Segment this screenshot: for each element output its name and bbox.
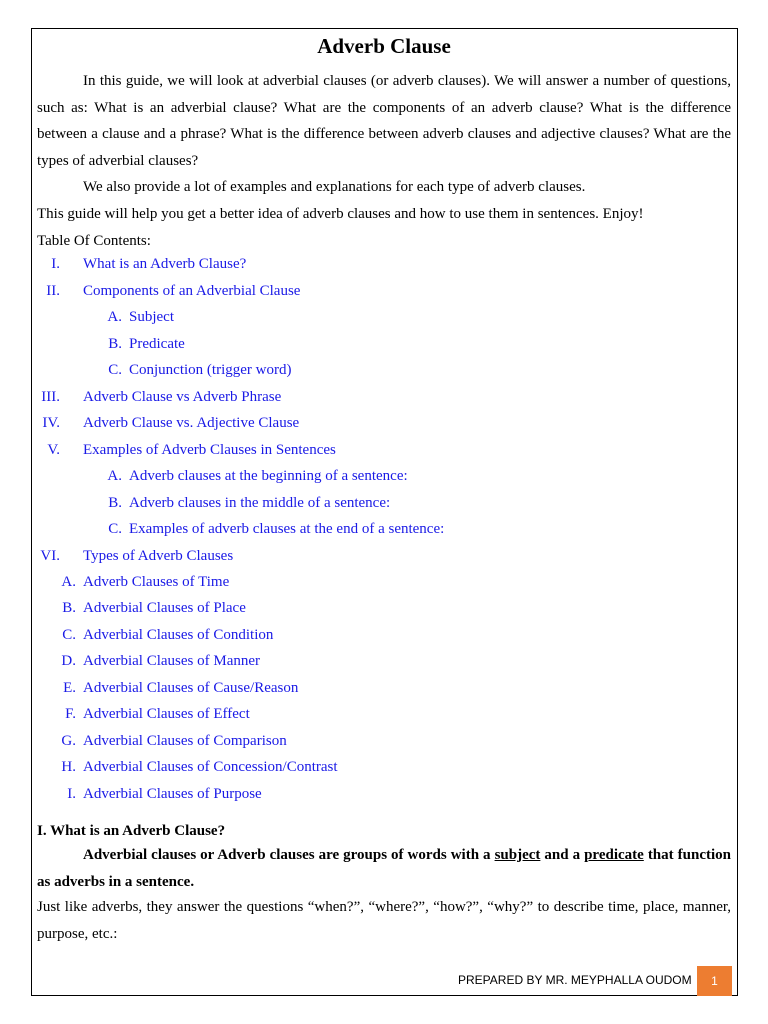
intro-paragraph-1: In this guide, we will look at adverbial clauses (or adverb clauses). We will answer a number of questions, such as: What is an adverbial clause? What are the components of an adverb clause? What is the difference between a clause and a phrase? What is the difference between adverb clauses and adjective clauses? What are the types of adverbial clauses? (37, 73, 731, 169)
toc-item-number: V. (47, 442, 60, 458)
toc-item-label[interactable]: Adverb Clause vs. Adjective Clause (83, 415, 300, 431)
definition-text-a: Adverbial clauses or Adverb clauses are groups of words with a (83, 847, 495, 863)
toc-item-label[interactable]: Examples of adverb clauses at the end of a sentence: (129, 521, 445, 537)
toc-item-label[interactable]: Predicate (129, 336, 185, 352)
toc-item-number: C. (108, 362, 122, 378)
definition-paragraph (37, 842, 731, 895)
toc-item-number: III. (41, 389, 60, 405)
toc-item-number: A. (107, 468, 122, 484)
toc-item-number: B. (62, 600, 76, 616)
subject-term: subject (494, 847, 541, 863)
intro-paragraph-2: We also provide a lot of examples and explanations for each type of adverb clauses. (83, 179, 586, 195)
toc-item-label[interactable]: Adverb Clauses of Time (83, 574, 230, 590)
toc-label: Table Of Contents: (37, 233, 151, 249)
page-footer (0, 966, 768, 996)
toc-item-number: B. (108, 336, 122, 352)
toc-item-number: C. (62, 627, 76, 643)
toc-item-number: I. (67, 786, 76, 802)
toc-item-label[interactable]: Adverb clauses in the middle of a sentence: (129, 495, 391, 511)
predicate-term: predicate (584, 847, 644, 863)
definition-text-c: that function as adverbs in a sentence. (37, 847, 731, 890)
toc-item-label[interactable]: What is an Adverb Clause? (83, 256, 247, 272)
toc-item-label[interactable]: Adverbial Clauses of Manner (83, 653, 261, 669)
toc-item-label[interactable]: Adverbial Clauses of Condition (83, 627, 274, 643)
prepared-by-text: PREPARED BY MR. MEYPHALLA OUDOM (458, 973, 692, 987)
toc-item-label[interactable]: Adverb clauses at the beginning of a sentence: (129, 468, 408, 484)
toc-item-label[interactable]: Adverbial Clauses of Purpose (83, 786, 262, 802)
toc-item-number: C. (108, 521, 122, 537)
toc-item-number: B. (108, 495, 122, 511)
page-number-badge: 1 (697, 966, 732, 996)
toc-item-number: G. (61, 733, 76, 749)
toc-item-label[interactable]: Adverb Clause vs Adverb Phrase (83, 389, 282, 405)
intro-paragraph-3: This guide will help you get a better idea of adverb clauses and how to use them in sentences. Enjoy! (37, 206, 644, 222)
toc-item-label[interactable]: Adverbial Clauses of Cause/Reason (83, 680, 299, 696)
toc-item-number: H. (61, 759, 76, 775)
toc-item-number: IV. (42, 415, 60, 431)
toc-item-label[interactable]: Types of Adverb Clauses (83, 548, 234, 564)
toc-item-label[interactable]: Conjunction (trigger word) (129, 362, 292, 378)
toc-item-number: VI. (40, 548, 60, 564)
toc-item-number: E. (63, 680, 76, 696)
toc-item-label[interactable]: Subject (129, 309, 174, 325)
section-heading: I. What is an Adverb Clause? (37, 823, 226, 839)
page-title: Adverb Clause (317, 34, 451, 58)
toc-item-label[interactable]: Adverbial Clauses of Effect (83, 706, 250, 722)
toc-item-label[interactable]: Adverbial Clauses of Comparison (83, 733, 287, 749)
body-paragraph: Just like adverbs, they answer the questions “when?”, “where?”, “how?”, “why?” to describe time, place, manner, purpose, etc.: (37, 899, 731, 942)
toc-item-label[interactable]: Adverbial Clauses of Place (83, 600, 246, 616)
toc-item-label[interactable]: Adverbial Clauses of Concession/Contrast (83, 759, 338, 775)
toc-item-number: F. (65, 706, 76, 722)
toc-item-number: A. (61, 574, 76, 590)
toc-item-number: I. (51, 256, 60, 272)
toc-item-label[interactable]: Examples of Adverb Clauses in Sentences (83, 442, 336, 458)
toc-item-label[interactable]: Components of an Adverbial Clause (83, 283, 301, 299)
definition-text-b: and a (540, 847, 585, 863)
toc-item-number: II. (46, 283, 60, 299)
toc-item-number: D. (61, 653, 76, 669)
toc-item-number: A. (107, 309, 122, 325)
